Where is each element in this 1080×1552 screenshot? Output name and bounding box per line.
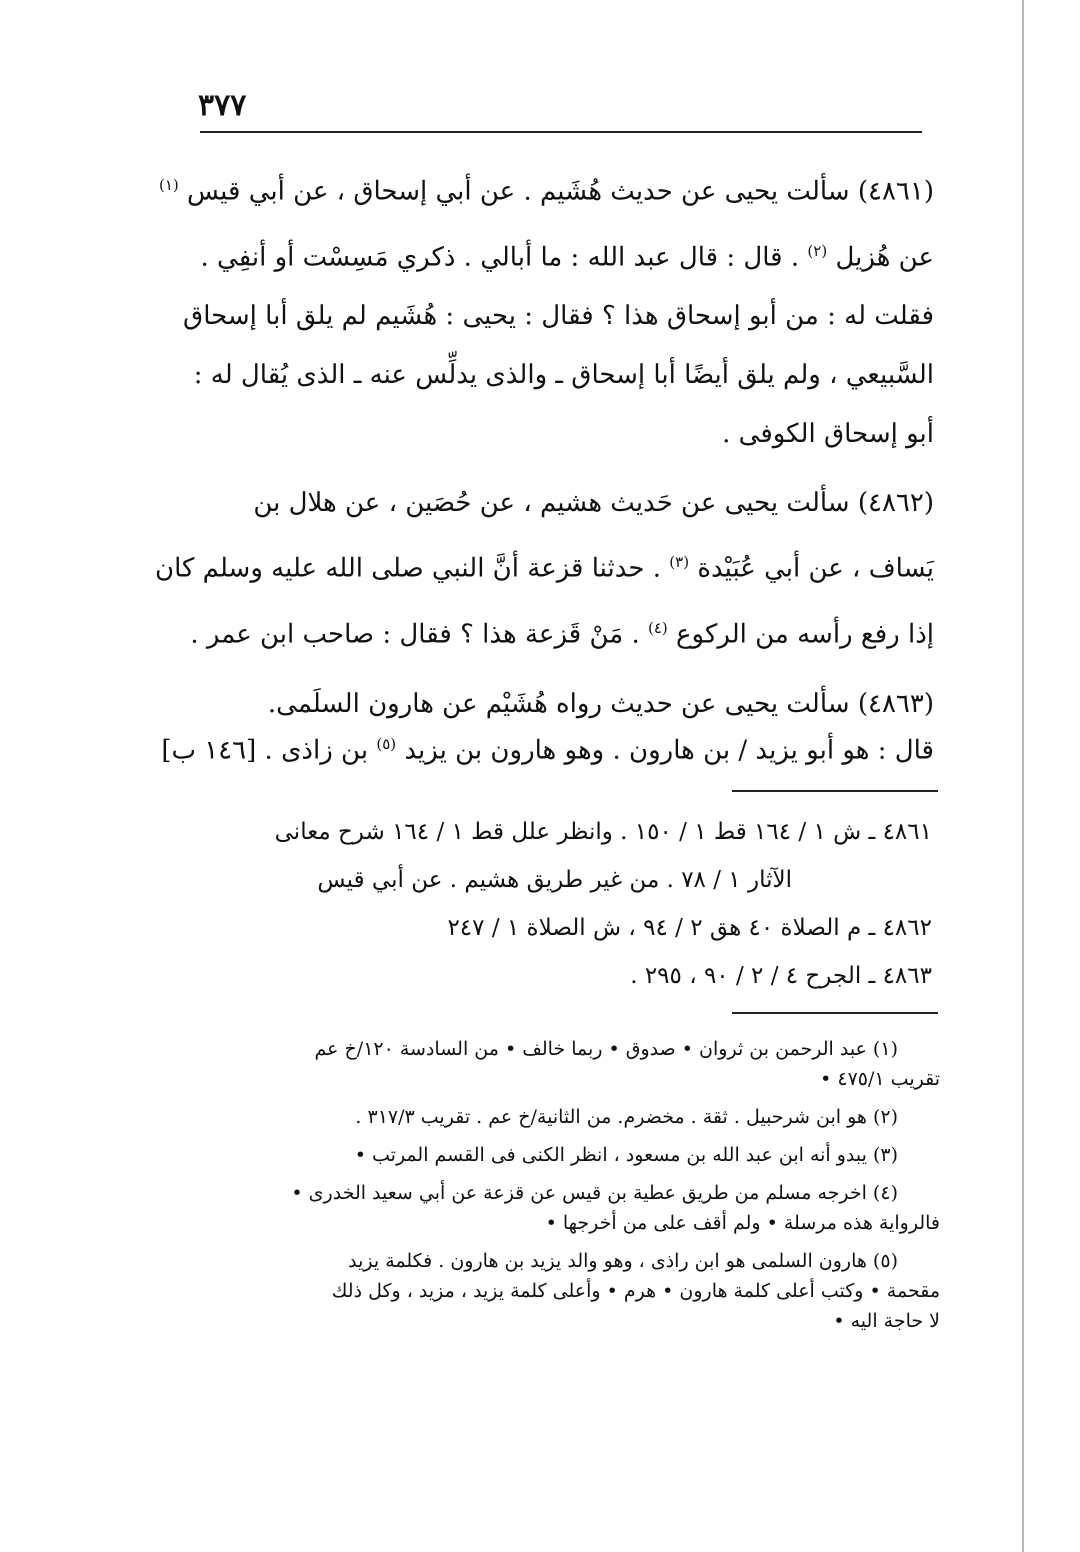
footnote-ref: (١) bbox=[158, 176, 179, 194]
entry-line: (٤٨٦٣) سألت يحيى عن حديث رواه هُشَيْم عن هارون السلَمى. bbox=[267, 688, 934, 719]
folio-marker: [١٤٦ ب] bbox=[161, 735, 257, 766]
footnote-line: لا حاجة اليه • bbox=[833, 1310, 940, 1332]
entry-4861 bbox=[158, 156, 934, 464]
entry-line: فقلت له : من أبو إسحاق هذا ؟ فقال : يحيى : هُشَيم لم يلق أبا إسحاق bbox=[183, 301, 934, 332]
footnote-ref: (٣) bbox=[669, 553, 690, 572]
footnote-ref: (٥) bbox=[376, 735, 397, 753]
entry-line: أبو إسحاق الكوفى . bbox=[722, 419, 934, 450]
footnote-line: (٢) هو ابن شرحبيل . ثقة . مخضرم. من الثانية/خ عم . تقريب ٣١٧/٣ . bbox=[355, 1106, 898, 1128]
source-line: ٤٨٦٣ ـ الجرح ٤ / ٢ / ٩٠ ، ٢٩٥ . bbox=[630, 963, 932, 989]
footnote-line: فالرواية هذه مرسلة • ولم أقف على من أخرجها • bbox=[545, 1212, 940, 1234]
footnote-line: (١) عبد الرحمن بن ثروان • صدوق • ربما خالف • من السادسة ١٢٠/خ عم bbox=[314, 1038, 898, 1060]
entry-line: (٤٨٦١) سألت يحيى عن حديث هُشَيم . عن أبي إسحاق ، عن أبي قيس $^{(١)}$ bbox=[158, 176, 934, 207]
footnote-line: تقريب ٤٧٥/١ • bbox=[820, 1068, 940, 1090]
footnotes-rule bbox=[732, 1012, 938, 1014]
sources-rule bbox=[732, 790, 938, 792]
footnotes-block bbox=[196, 1034, 940, 1344]
source-line: ٤٨٦٢ ـ م الصلاة ٤٠ هق ٢ / ٩٤ ، ش الصلاة ١ / ٢٤٧ bbox=[447, 915, 932, 941]
source-line: ٤٨٦١ ـ ش ١ / ١٦٤ قط ١ / ١٥٠ . وانظر علل قط ١ / ١٦٤ شرح معانى bbox=[274, 819, 932, 845]
entry-line: السَّبيعي ، ولم يلق أيضًا أبا إسحاق ـ والذى يدلِّس عنه ـ الذى يُقال له : bbox=[193, 360, 934, 391]
footnote-3 bbox=[196, 1140, 940, 1170]
sources-block bbox=[210, 808, 932, 1000]
footnote-ref: (٢) bbox=[807, 241, 828, 260]
page-edge-line bbox=[1022, 0, 1024, 1552]
footnote-line: (٣) يبدو أنه ابن عبد الله بن مسعود ، انظر الكنى فى القسم المرتب • bbox=[354, 1144, 898, 1166]
footnote-line: (٤) اخرجه مسلم من طريق عطية بن قيس عن قزعة عن أبي سعيد الخدرى • bbox=[291, 1182, 898, 1204]
footnote-ref: (٤) bbox=[648, 618, 668, 637]
footnote-5 bbox=[196, 1246, 940, 1336]
entry-line: يَساف ، عن أبي عُبَيْدة $^{(٣)}$ . حدثنا قزعة أنَّ النبي صلى الله عليه وسلم كان bbox=[154, 553, 934, 584]
footnote-line: مقحمة • وكتب أعلى كلمة هارون • هرم • وأعلى كلمة يزيد ، مزيد ، وكل ذلك bbox=[331, 1280, 940, 1302]
footnote-4 bbox=[196, 1178, 940, 1238]
source-line: الآثار ١ / ٧٨ . من غير طريق هشيم . عن أبي قيس bbox=[317, 867, 792, 893]
entry-4862 bbox=[154, 474, 934, 664]
entry-line: عن هُزيل $^{(٢)}$ . قال : قال عبد الله : ما أبالي . ذكري مَسِسْت أو أنفِي . bbox=[200, 241, 934, 273]
entry-line: إذا رفع رأسه من الركوع $^{(٤)}$ . مَنْ قَزعة هذا ؟ فقال : صاحب ابن عمر . bbox=[190, 618, 934, 650]
footnote-2 bbox=[196, 1102, 940, 1132]
page-number: ٣٧٧ bbox=[198, 88, 247, 123]
main-text bbox=[154, 156, 934, 744]
footnote-line: (٥) هارون السلمى هو ابن راذى ، وهو والد يزيد بن هارون . فكلمة يزيد bbox=[348, 1250, 898, 1272]
footnote-1 bbox=[196, 1034, 940, 1094]
entry-line: (٤٨٦٢) سألت يحيى عن حَديث هشيم ، عن حُصَين ، عن هلال بن bbox=[253, 488, 934, 519]
header-rule bbox=[200, 131, 922, 133]
entry-4863-line-with-folio: قال : هو أبو يزيد / بن هارون . وهو هارون بن يزيد $^{(٥)}$ بن زاذى . [١٤٦ ب] bbox=[161, 735, 934, 766]
